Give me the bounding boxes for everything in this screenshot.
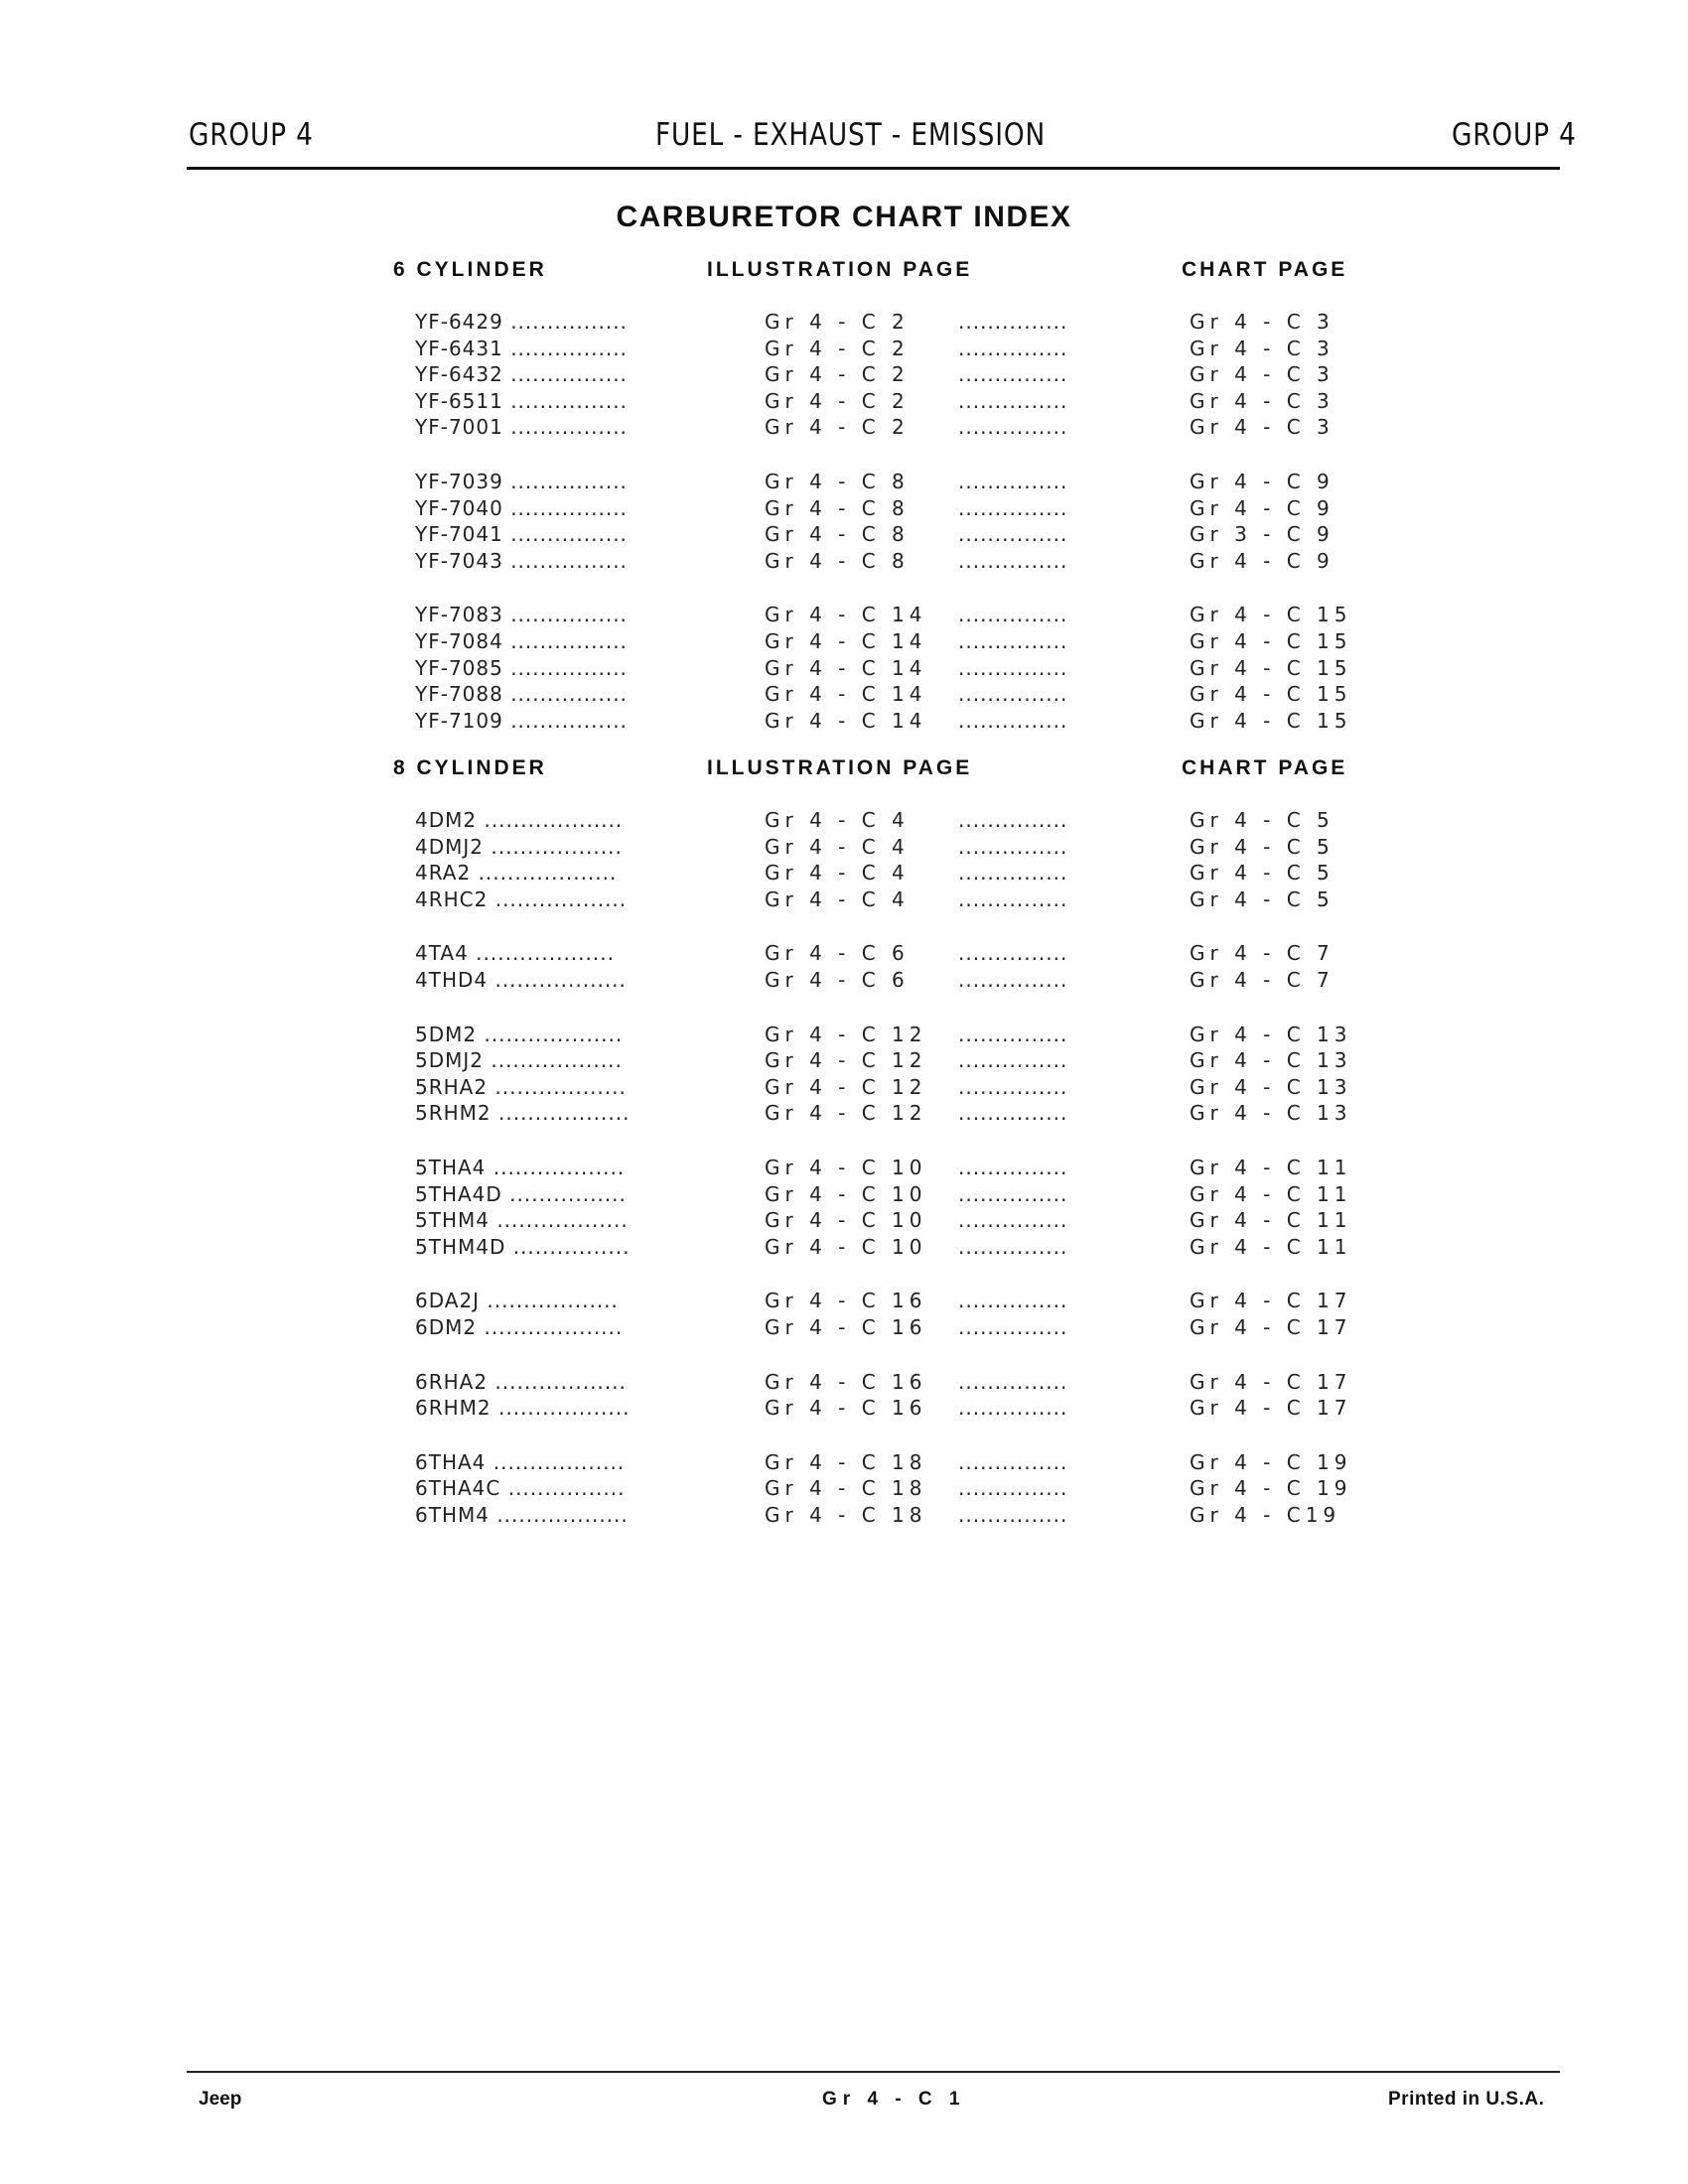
model-name: YF-7088 ................ [415,682,628,707]
chart-page: Gr 3 - C 9 [1190,522,1335,547]
illustration-page: Gr 4 - C 14 [765,708,927,733]
dot-leader: ............... [958,629,1068,653]
chart-page: Gr 4 - C 13 [1190,1022,1352,1046]
dot-leader: ............... [958,968,1068,992]
chart-page: Gr 4 - C19 [1190,1503,1341,1527]
chart-page: Gr 4 - C 19 [1190,1476,1352,1501]
index-row [0,1182,1688,1208]
index-row [0,310,1688,336]
model-name: 4RHC2 .................. [415,887,628,911]
chart-page: Gr 4 - C 5 [1190,861,1335,886]
chart-page: Gr 4 - C 3 [1190,336,1335,360]
chart-page: Gr 4 - C 7 [1190,968,1335,992]
dot-leader: ............... [958,470,1068,493]
model-name: 6THA4 .................. [415,1449,626,1474]
header-group-left: GROUP 4 [189,117,314,153]
dot-leader: ............... [958,415,1068,440]
model-name: 5RHM2 .................. [415,1101,631,1126]
illustration-page: Gr 4 - C 8 [765,470,910,493]
model-name: YF-6511 ................ [415,388,628,413]
index-row [0,1476,1688,1502]
index-row [0,656,1688,682]
dot-leader: ............... [958,548,1068,573]
section-heading: 8 CYLINDER [393,756,547,779]
footer-printed: Printed in U.S.A. [1388,2089,1545,2110]
illustration-page: Gr 4 - C 6 [765,968,910,992]
chart-page: Gr 4 - C 9 [1190,495,1335,520]
chart-page: Gr 4 - C 15 [1190,629,1352,653]
chart-page: Gr 4 - C 9 [1190,470,1335,493]
index-row [0,682,1688,708]
index-row [0,389,1688,415]
chart-page: Gr 4 - C 3 [1190,415,1335,440]
illustration-page: Gr 4 - C 14 [765,629,927,653]
chart-page: Gr 4 - C 17 [1190,1315,1352,1339]
illustration-page: Gr 4 - C 8 [765,522,910,547]
dot-leader: ............... [958,603,1068,627]
model-name: YF-7085 ................ [415,655,628,680]
model-name: 6THM4 .................. [415,1503,629,1527]
dot-leader: ............... [958,834,1068,859]
column-heading-chart: CHART PAGE [1182,258,1348,281]
model-name: YF-6429 ................ [415,310,628,334]
chart-page: Gr 4 - C 15 [1190,603,1352,627]
index-row [0,941,1688,967]
index-row [0,1235,1688,1261]
illustration-page: Gr 4 - C 14 [765,655,927,680]
dot-leader: ............... [958,1234,1068,1259]
index-row [0,968,1688,994]
model-name: YF-7084 ................ [415,629,628,653]
chart-page: Gr 4 - C 11 [1190,1156,1352,1179]
dot-leader: ............... [958,1503,1068,1527]
model-name: YF-7083 ................ [415,603,628,627]
dot-leader: ............... [958,1022,1068,1046]
illustration-page: Gr 4 - C 14 [765,682,927,707]
index-row [0,1208,1688,1234]
dot-leader: ............... [958,1315,1068,1339]
illustration-page: Gr 4 - C 10 [765,1234,927,1259]
illustration-page: Gr 4 - C 18 [765,1503,927,1527]
dot-leader: ............... [958,495,1068,520]
model-name: 5RHA2 .................. [415,1074,627,1099]
illustration-page: Gr 4 - C 14 [765,603,927,627]
chart-page: Gr 4 - C 9 [1190,548,1335,573]
model-name: 6RHA2 .................. [415,1369,627,1394]
index-row [0,709,1688,735]
model-name: 5THA4D ................ [415,1181,627,1206]
chart-page: Gr 4 - C 15 [1190,708,1352,733]
model-name: YF-6432 ................ [415,362,628,387]
footer-page-number: Gr 4 - C 1 [822,2089,966,2110]
column-heading-illustration: ILLUSTRATION PAGE [707,756,973,779]
dot-leader: ............... [958,1476,1068,1501]
dot-leader: ............... [958,1156,1068,1179]
chart-page: Gr 4 - C 13 [1190,1074,1352,1099]
dot-leader: ............... [958,1396,1068,1421]
model-name: YF-7001 ................ [415,415,628,440]
dot-leader: ............... [958,388,1068,413]
chart-page: Gr 4 - C 13 [1190,1048,1352,1073]
index-row [0,1289,1688,1314]
illustration-page: Gr 4 - C 12 [765,1048,927,1073]
index-row [0,362,1688,388]
index-row [0,337,1688,362]
chart-page: Gr 4 - C 3 [1190,362,1335,387]
model-name: 4DMJ2 .................. [415,834,623,859]
index-row [0,1450,1688,1476]
illustration-page: Gr 4 - C 8 [765,495,910,520]
index-row [0,835,1688,861]
illustration-page: Gr 4 - C 4 [765,861,910,886]
dot-leader: ............... [958,861,1068,886]
illustration-page: Gr 4 - C 8 [765,548,910,573]
model-name: 4DM2 ................... [415,808,624,832]
model-name: YF-7043 ................ [415,548,628,573]
chart-page: Gr 4 - C 11 [1190,1208,1352,1233]
dot-leader: ............... [958,682,1068,707]
illustration-page: Gr 4 - C 10 [765,1181,927,1206]
column-heading-illustration: ILLUSTRATION PAGE [707,258,973,281]
index-row [0,522,1688,548]
index-row [0,887,1688,913]
header-group-right: GROUP 4 [1452,117,1577,153]
dot-leader: ............... [958,1074,1068,1099]
chart-page: Gr 4 - C 11 [1190,1234,1352,1259]
dot-leader: ............... [958,310,1068,334]
model-name: YF-7109 ................ [415,708,628,733]
index-row [0,1315,1688,1341]
page-header [189,117,1577,167]
model-name: 5THM4D ................ [415,1234,631,1259]
dot-leader: ............... [958,1048,1068,1073]
dot-leader: ............... [958,887,1068,911]
illustration-page: Gr 4 - C 4 [765,887,910,911]
index-row [0,603,1688,628]
dot-leader: ............... [958,1369,1068,1394]
illustration-page: Gr 4 - C 10 [765,1156,927,1179]
chart-page: Gr 4 - C 15 [1190,655,1352,680]
dot-leader: ............... [958,362,1068,387]
model-name: 6THA4C ................ [415,1476,626,1501]
index-row [0,808,1688,834]
chart-page: Gr 4 - C 17 [1190,1369,1352,1394]
index-row [0,1101,1688,1127]
model-name: 6DM2 ................... [415,1315,624,1339]
model-name: 5THM4 .................. [415,1208,629,1233]
page-title: CARBURETOR CHART INDEX [616,201,1072,233]
index-row [0,1048,1688,1074]
dot-leader: ............... [958,336,1068,360]
index-row [0,415,1688,441]
chart-page: Gr 4 - C 3 [1190,388,1335,413]
dot-leader: ............... [958,808,1068,832]
model-name: 4THD4 .................. [415,968,627,992]
dot-leader: ............... [958,522,1068,547]
index-row [0,1156,1688,1181]
model-name: 5DM2 ................... [415,1022,624,1046]
illustration-page: Gr 4 - C 16 [765,1315,927,1339]
dot-leader: ............... [958,1101,1068,1126]
dot-leader: ............... [958,1289,1068,1313]
illustration-page: Gr 4 - C 10 [765,1208,927,1233]
index-row [0,1075,1688,1101]
model-name: 6DA2J .................. [415,1289,619,1313]
footer-brand: Jeep [199,2089,242,2110]
illustration-page: Gr 4 - C 4 [765,834,910,859]
model-name: 4TA4 ................... [415,941,615,966]
model-name: YF-7040 ................ [415,495,628,520]
illustration-page: Gr 4 - C 16 [765,1289,927,1313]
illustration-page: Gr 4 - C 6 [765,941,910,966]
header-section-title: FUEL - EXHAUST - EMISSION [655,117,1047,153]
model-name: YF-6431 ................ [415,336,628,360]
dot-leader: ............... [958,655,1068,680]
illustration-page: Gr 4 - C 12 [765,1074,927,1099]
chart-page: Gr 4 - C 17 [1190,1396,1352,1421]
section-heading: 6 CYLINDER [393,258,547,281]
model-name: YF-7039 ................ [415,470,628,493]
chart-page: Gr 4 - C 5 [1190,887,1335,911]
index-row [0,1370,1688,1396]
model-name: 6RHM2 .................. [415,1396,631,1421]
illustration-page: Gr 4 - C 12 [765,1101,927,1126]
header-rule [187,167,1560,170]
model-name: 5DMJ2 .................. [415,1048,623,1073]
index-row [0,861,1688,887]
chart-page: Gr 4 - C 19 [1190,1449,1352,1474]
model-name: 4RA2 ................... [415,861,618,886]
illustration-page: Gr 4 - C 16 [765,1396,927,1421]
chart-page: Gr 4 - C 17 [1190,1289,1352,1313]
dot-leader: ............... [958,941,1068,966]
illustration-page: Gr 4 - C 18 [765,1476,927,1501]
dot-leader: ............... [958,1208,1068,1233]
index-row [0,1396,1688,1422]
illustration-page: Gr 4 - C 2 [765,310,910,334]
dot-leader: ............... [958,1181,1068,1206]
illustration-page: Gr 4 - C 16 [765,1369,927,1394]
chart-page: Gr 4 - C 13 [1190,1101,1352,1126]
index-row [0,1023,1688,1048]
illustration-page: Gr 4 - C 4 [765,808,910,832]
chart-page: Gr 4 - C 15 [1190,682,1352,707]
illustration-page: Gr 4 - C 2 [765,336,910,360]
model-name: 5THA4 .................. [415,1156,626,1179]
chart-page: Gr 4 - C 11 [1190,1181,1352,1206]
illustration-page: Gr 4 - C 12 [765,1022,927,1046]
dot-leader: ............... [958,708,1068,733]
illustration-page: Gr 4 - C 2 [765,362,910,387]
index-row [0,549,1688,575]
index-row [0,1503,1688,1529]
model-name: YF-7041 ................ [415,522,628,547]
chart-page: Gr 4 - C 5 [1190,834,1335,859]
footer-rule [187,2071,1560,2073]
chart-page: Gr 4 - C 7 [1190,941,1335,966]
index-row [0,629,1688,655]
index-row [0,496,1688,522]
index-row [0,470,1688,495]
column-heading-chart: CHART PAGE [1182,756,1348,779]
chart-page: Gr 4 - C 5 [1190,808,1335,832]
illustration-page: Gr 4 - C 2 [765,415,910,440]
illustration-page: Gr 4 - C 2 [765,388,910,413]
illustration-page: Gr 4 - C 18 [765,1449,927,1474]
chart-page: Gr 4 - C 3 [1190,310,1335,334]
dot-leader: ............... [958,1449,1068,1474]
